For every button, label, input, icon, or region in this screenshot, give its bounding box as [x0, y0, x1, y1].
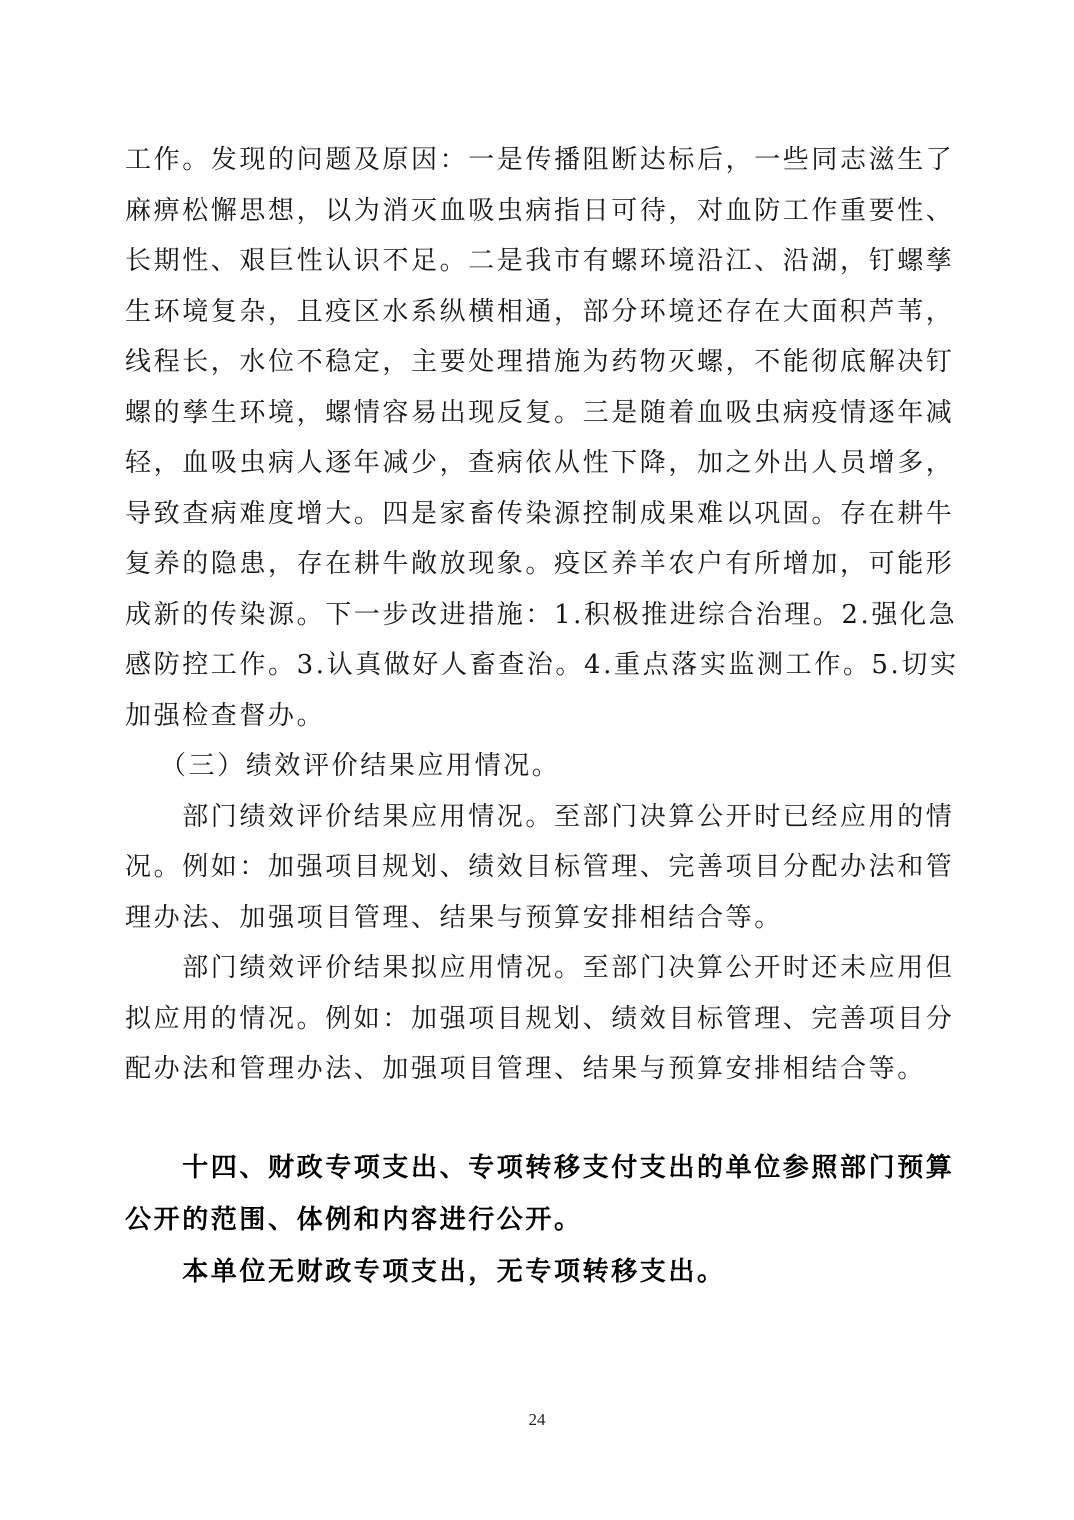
paragraph-line: 配办法和管理办法、加强项目管理、结果与预算安排相结合等。 — [125, 1054, 926, 1084]
page-number: 24 — [528, 1410, 546, 1429]
paragraph-line: 螺的孳生环境，螺情容易出现反复。三是随着血吸虫病疫情逐年减 — [125, 397, 955, 428]
paragraph-line: 长期性、艰巨性认识不足。二是我市有螺环境沿江、沿湖，钉螺孳 — [125, 246, 955, 276]
paragraph-line: 麻痹松懈思想，以为消灭血吸虫病指日可待，对血防工作重要性、 — [125, 195, 955, 226]
paragraph-line: 轻，血吸虫病人逐年减少，查病依从性下降，加之外出人员增多， — [125, 448, 955, 478]
paragraph-line: 导致查病难度增大。四是家畜传染源控制成果难以巩固。存在耕牛 — [125, 498, 955, 529]
paragraph-line: 部门绩效评价结果应用情况。至部门决算公开时已经应用的情 — [182, 801, 955, 832]
body-text — [125, 135, 965, 1095]
section-heading-line: 公开的范围、体例和内容进行公开。 — [125, 1205, 583, 1235]
paragraph — [125, 792, 965, 944]
section-body-line: 本单位无财政专项支出，无专项转移支出。 — [182, 1257, 726, 1287]
paragraph-line: 感防控工作。3.认真做好人畜查治。4.重点落实监测工作。5.切实 — [125, 650, 959, 680]
paragraph-line: 加强检查督办。 — [125, 700, 326, 731]
paragraph-line: 工作。发现的问题及原因：一是传播阻断达标后，一些同志滋生了 — [125, 145, 955, 175]
section-14 — [125, 1142, 965, 1298]
paragraph-line: 拟应用的情况。例如：加强项目规划、绩效目标管理、完善项目分 — [125, 1003, 955, 1034]
paragraph — [125, 943, 965, 1095]
paragraph-line: 成新的传染源。下一步改进措施：1.积极推进综合治理。2.强化急 — [125, 599, 958, 630]
paragraph — [125, 135, 965, 741]
paragraph-line: 部门绩效评价结果拟应用情况。至部门决算公开时还未应用但 — [182, 953, 955, 983]
paragraph-line: 生环境复杂，且疫区水系纵横相通，部分环境还存在大面积芦苇， — [125, 296, 955, 327]
paragraph-line: 复养的隐患，存在耕牛敞放现象。疫区养羊农户有所增加，可能形 — [125, 549, 955, 579]
subheading: （三）绩效评价结果应用情况。 — [160, 751, 561, 781]
paragraph-line: 况。例如：加强项目规划、绩效目标管理、完善项目分配办法和管 — [125, 852, 955, 882]
paragraph-line: 线程长，水位不稳定，主要处理措施为药物灭螺，不能彻底解决钉 — [125, 347, 955, 377]
paragraph-line: 理办法、加强项目管理、结果与预算安排相结合等。 — [125, 902, 783, 933]
section-heading-line: 十四、财政专项支出、专项转移支付支出的单位参照部门预算 — [182, 1153, 955, 1183]
